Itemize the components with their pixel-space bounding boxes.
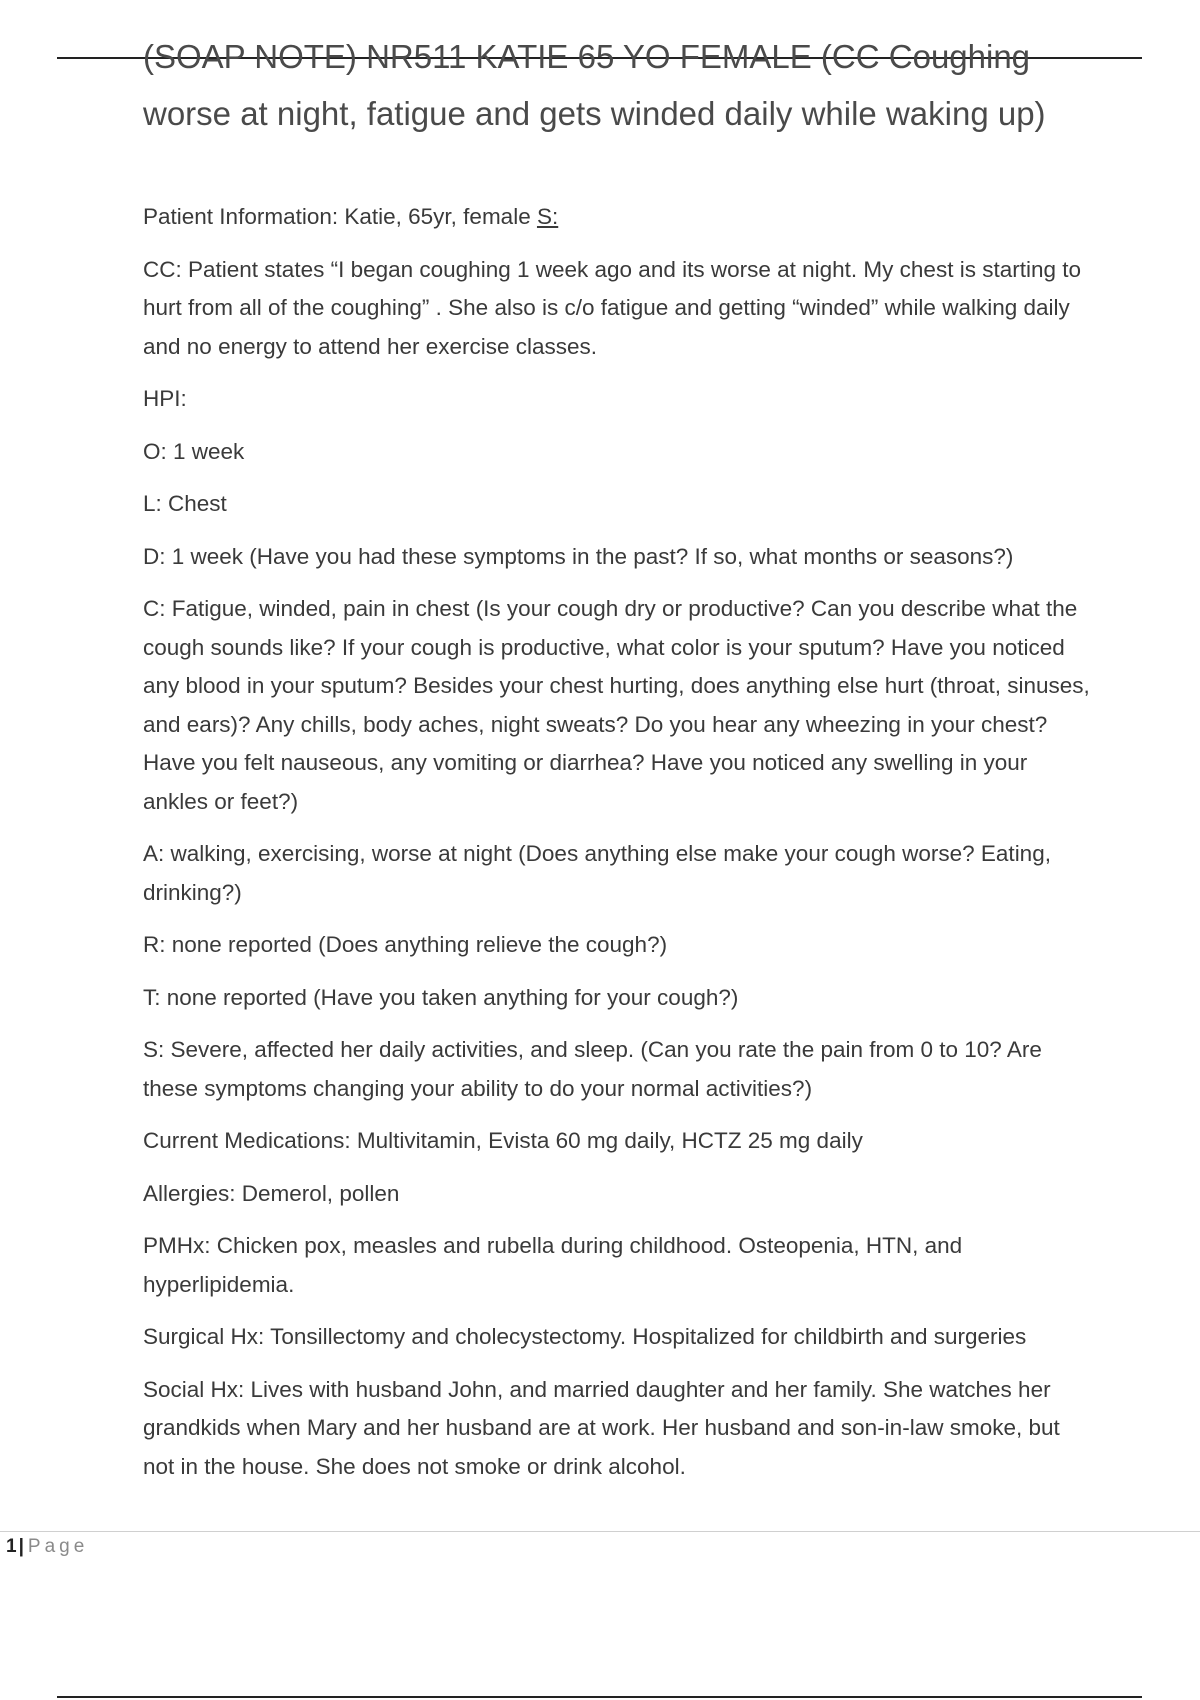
hpi-characteristics: C: Fatigue, winded, pain in chest (Is your cough dry or productive? Can you describe what the cough sounds like? If your cough is productive, what color is your sputum? Have you noticed any blood in your sputum? Besides your chest hurting, does anything else hurt (throat, sinuses, and ears)? Any chills, body aches, night sweats? Do you hear any wheezing in your chest? Have you felt nauseous, any vomiting or diarrhea? Have you noticed any swelling in your ankles or feet?) (143, 596, 1090, 814)
patient-info (143, 198, 1093, 237)
hpi-location: L: Chest (143, 491, 227, 516)
page-footer (6, 1535, 88, 1559)
hpi-duration: D: 1 week (Have you had these symptoms in the past? If so, what months or seasons?) (143, 543, 1014, 569)
hpi-relieving: R: none reported (Does anything relieve the cough?) (143, 932, 668, 957)
page-separator: | (18, 1536, 24, 1557)
patient-info-label: Patient Information: Katie, 65yr, female (143, 204, 537, 229)
page-number: 1 (6, 1536, 17, 1557)
hpi-onset: O: 1 week (143, 438, 245, 464)
past-medical-history: PMHx: Chicken pox, measles and rubella during childhood. Osteopenia, HTN, and hyperlipidemia. (143, 1233, 963, 1297)
hpi-aggravating: A: walking, exercising, worse at night (Does anything else make your cough worse? Eating, drinking?) (143, 841, 1051, 905)
allergies: Allergies: Demerol, pollen (143, 1180, 400, 1206)
social-history: Social Hx: Lives with husband John, and married daughter and her family. She watches her grandkids when Mary and her husband are at work. Her husband and son-in-law smoke, but not in the house. She does not smoke or drink alcohol. (143, 1376, 1060, 1479)
subjective-marker: S: (536, 204, 559, 229)
next-page-rule (57, 1696, 1142, 1698)
document-body (143, 198, 1093, 1500)
hpi-severity: S: Severe, affected her daily activities, and sleep. (Can you rate the pain from 0 to 10? Are these symptoms changing your ability to do your normal activities?) (143, 1037, 1042, 1101)
hpi-treatment: T: none reported (Have you taken anything for your cough?) (143, 984, 739, 1010)
surgical-history: Surgical Hx: Tonsillectomy and cholecystectomy. Hospitalized for childbirth and surgeries (143, 1324, 1027, 1349)
hpi-heading: HPI: (143, 386, 187, 411)
footer-divider (0, 1531, 1200, 1532)
page-label: Page (27, 1536, 89, 1557)
document-title: (SOAP NOTE) NR511 KATIE 65 YO FEMALE (CC Coughing worse at night, fatigue and gets winded daily while waking up) (143, 38, 1046, 132)
current-medications: Current Medications: Multivitamin, Evista 60 mg daily, HCTZ 25 mg daily (143, 1128, 863, 1153)
chief-complaint: CC: Patient states “I began coughing 1 week ago and its worse at night. My chest is starting to hurt from all of the coughing” . She also is c/o fatigue and getting “winded” while walking daily and no energy to attend her exercise classes. (143, 256, 1082, 359)
